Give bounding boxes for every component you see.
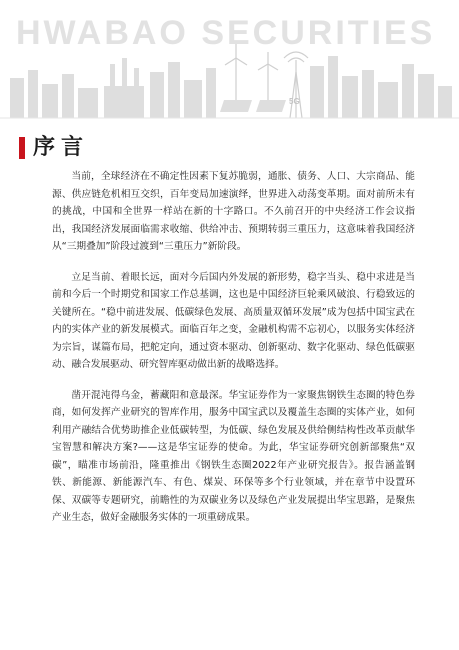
header-banner: [0, 0, 459, 120]
preface-paragraph-2: 立足当前、着眼长远，面对今后国内外发展的新形势，稳字当头、稳中求进是当前和今后一个时期党和国家工作总基调，这也是中国经济巨轮乘风破浪、行稳致远的关键所在。“稳中前进发展、低碳绿色发展、高质量双循环发展”成为包括中国宝武在内的实体产业的新发展模式。面临百年之变，金融机构需不忘初心，以服务实体经济为宗旨，谋篇布局，把舵定向，通过资本驱动、创新驱动、数字化驱动、绿色低碳驱动、融合发展驱动、研究智库驱动做出新的战略选择。: [52, 271, 415, 370]
city-skyline-illustration: [0, 0, 459, 120]
page-title: 序言: [33, 135, 90, 160]
preface-body: [52, 168, 415, 540]
preface-paragraph-1: 当前，全球经济在不确定性因素下复苏脆弱，通胀、债务、人口、大宗商品、能源、供应链危机相互交织，百年变局加速演绎，世界进入动荡变革期。面对前所未有的挑战，中国和全世界一样站在新的十字路口。不久前召开的中央经济工作会议指出，我国经济发展面临需求收缩、供给冲击、预期转弱三重压力，这意味着我国经济从“三期叠加”阶段过渡到“三重压力”新阶段。: [52, 171, 415, 252]
preface-paragraph-3: 凿开混沌得乌金，蓄藏阳和意最深。华宝证券作为一家聚焦钢铁生态圈的特色券商，如何发挥产业研究的智库作用，服务中国宝武以及覆盖生态圈的实体产业，如何利用产融结合优势助推企业低碳转型，为低碳、绿色发展及供给侧结构性改革贡献华宝智慧和解决方案?——这是华宝证券的使命。为此，华宝证券研究创新部聚焦“双碳”，瞄准市场前沿，隆重推出《钢铁生态圈2022年产业研究报告》。报告涵盖钢铁、新能源、新能源汽车、有色、煤炭、环保等多个行业领域，并在章节中设置环保、双碳等专题研究，前瞻性的为双碳业务以及绿色产业发展提出华宝思路，是聚焦产业生态，做好金融服务实体的一项重磅成果。: [52, 389, 415, 523]
brand-banner-text: HWABAO SECURITIES: [16, 14, 436, 52]
title-accent-bar: [19, 137, 25, 159]
5g-label: 5G: [289, 97, 300, 106]
